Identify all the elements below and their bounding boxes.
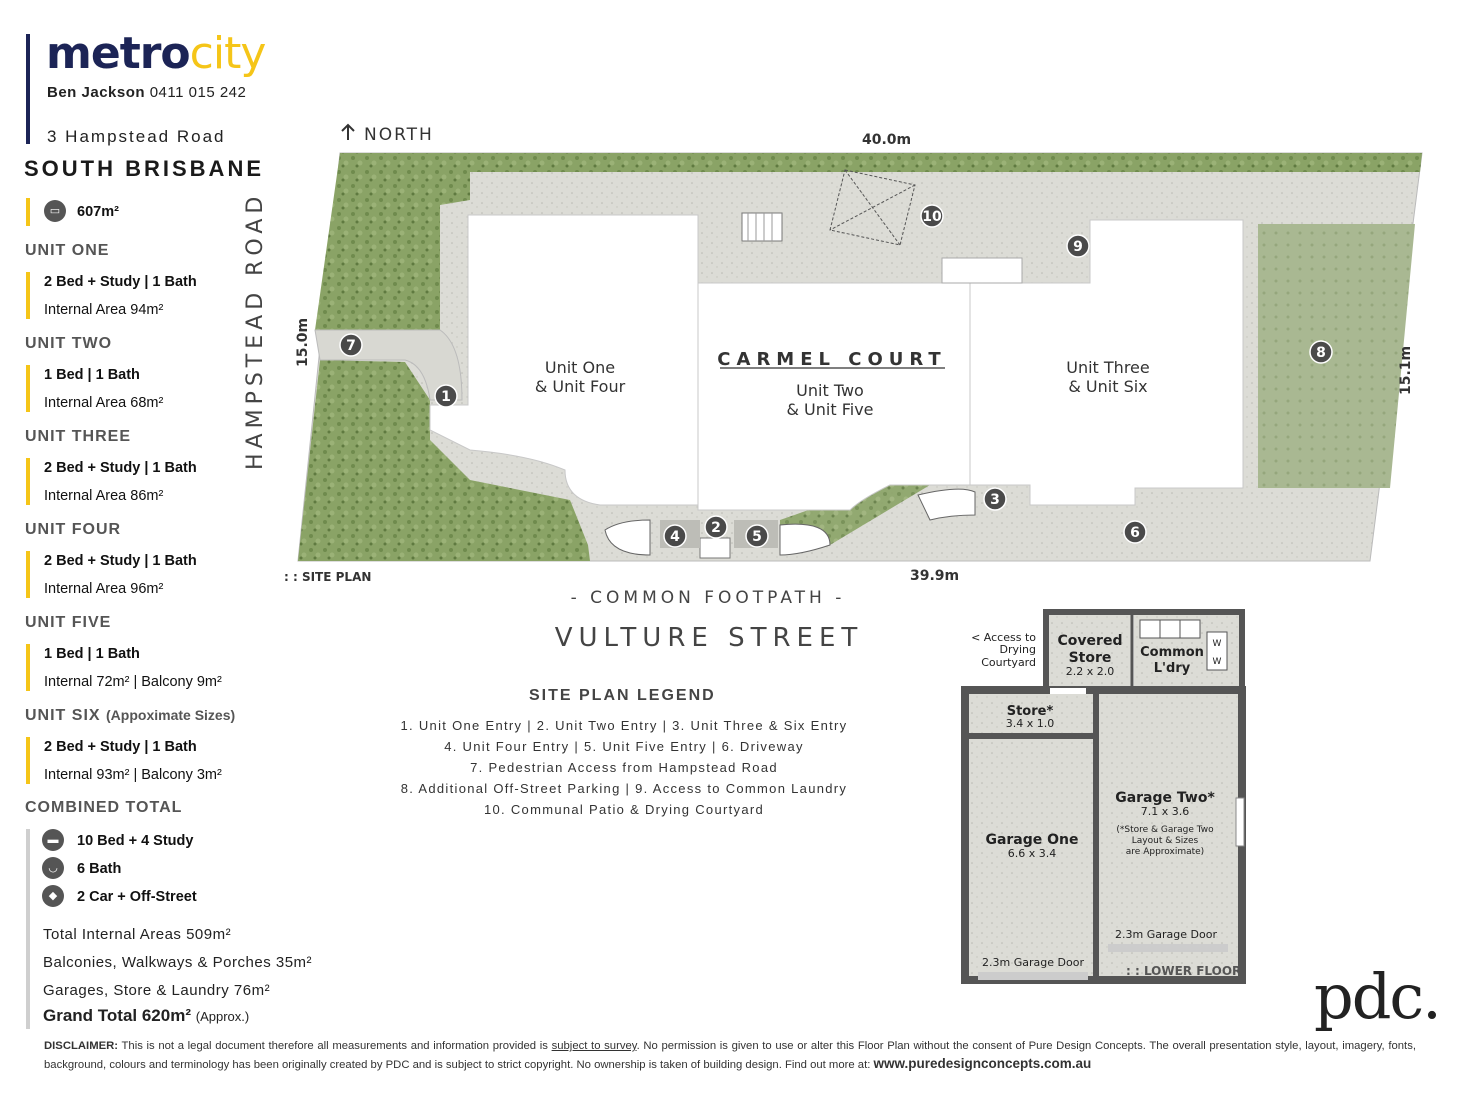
site-marker-label-5: 5 [752,529,762,545]
right-dimension: 15.1m [1398,345,1414,395]
building-name: CARMEL COURT [717,349,947,370]
covered-store-dim: 2.2 x 2.0 [1065,665,1115,678]
pdc-logo: pdc. [1314,960,1440,1033]
unit-three-label: Unit Three [1066,358,1150,377]
unit-four-label: & Unit Four [534,377,626,396]
washer-label-1: W [1212,639,1222,649]
site-plan-label: : : SITE PLAN [284,570,372,584]
unit-six-title: UNIT SIX (Appoximate Sizes) [25,707,236,724]
store-dim: 3.4 x 1.0 [1005,717,1055,730]
site-marker-label-10: 10 [922,209,942,225]
covered-store-label-2: Store [1068,650,1112,666]
north-label: NORTH [364,125,434,145]
unit-three-area: Internal Area 86m² [44,488,164,504]
vulture-street-label: VULTURE STREET [554,623,864,653]
garage-one-dim: 6.6 x 3.4 [1007,847,1057,860]
bath-icon: ◡ [42,857,64,879]
site-marker-label-8: 8 [1316,345,1326,361]
metrocity-logo: metrocity [46,28,266,79]
land-area: 607m² [77,204,119,220]
legend-line-3: 7. Pedestrian Access from Hampstead Road [470,760,778,775]
bed-icon: ▬ [42,829,64,851]
legend-title: SITE PLAN LEGEND [529,687,716,704]
unit-two-title: UNIT TWO [25,335,113,352]
site-marker-label-2: 2 [711,520,721,536]
unit-six-beds: 2 Bed + Study | 1 Bath [44,739,197,755]
site-marker-label-6: 6 [1130,525,1140,541]
unit-six-area: Internal 93m² | Balcony 3m² [44,767,222,783]
unit-two-steps [700,538,730,558]
garage-two-dim: 7.1 x 3.6 [1140,805,1190,818]
site-marker-label-3: 3 [990,492,1000,508]
access-label-1: < Access to [971,631,1036,644]
footpath-label: - COMMON FOOTPATH - [570,588,846,608]
disclaimer: DISCLAIMER: This is not a legal document therefore all measurements and information provided is subject to survey. No permission is given to use or alter this Floor Plan without the consent of Pure Design Concepts. The overall presentation style, layout, imagery, fonts, background, colours and terminology has been originally created by PDC and is subject to strict copyright. No ownership is taken of building design. Find out more at: www.puredesignconcepts.com.au [44,1040,1416,1071]
unit-four-title: UNIT FOUR [25,521,122,538]
unit-three-title: UNIT THREE [25,428,131,445]
agent-phone: 0411 015 242 [149,84,247,101]
unit-five-beds: 1 Bed | 1 Bath [44,646,140,662]
left-dimension: 15.0m [295,317,311,367]
legend-line-1: 1. Unit One Entry | 2. Unit Two Entry | 3. Unit Three & Six Entry [400,718,848,733]
hampstead-road-label: HAMPSTEAD ROAD [243,191,268,470]
combined-baths: 6 Bath [77,861,122,877]
garage-two-door: 2.3m Garage Door [1115,928,1217,941]
stairs-laundry [942,258,1022,283]
street-address: 3 Hampstead Road [47,127,226,146]
site-marker-label-7: 7 [346,338,356,354]
store-label: Store* [1006,704,1054,719]
total-balconies: Balconies, Walkways & Porches 35m² [43,954,313,971]
suburb: SOUTH BRISBANE [24,156,265,181]
site-marker-label-1: 1 [441,389,451,405]
unit-five-label: & Unit Five [786,400,874,419]
combined-title: COMBINED TOTAL [25,799,183,816]
unit-two-area: Internal Area 68m² [44,395,164,411]
garage-two-label: Garage Two* [1115,790,1215,806]
laundry-label-1: Common [1140,645,1204,660]
parking-lawn [1258,224,1415,488]
grand-total-note: (Approx.) [195,1009,250,1024]
garage-one-label: Garage One [985,832,1079,848]
unit-six-note: (Appoximate Sizes) [106,707,236,723]
unit-one-label: Unit One [544,358,616,377]
north-arrow-icon [342,125,354,140]
site-marker-label-9: 9 [1073,239,1083,255]
legend-line-4: 8. Additional Off-Street Parking | 9. Access to Common Laundry [400,781,848,796]
grand-total: Grand Total 620m² (Approx.) [43,1006,250,1025]
legend-line-2: 4. Unit Four Entry | 5. Unit Five Entry | 6. Driveway [444,739,804,754]
unit-six-label: & Unit Six [1068,377,1148,396]
garage-two-note-1: (*Store & Garage Two [1116,825,1214,835]
unit-two-label: Unit Two [796,381,864,400]
land-area-icon: ▭ [44,200,66,222]
covered-store-label-1: Covered [1057,633,1123,649]
total-internal: Total Internal Areas 509m² [43,926,232,943]
combined-cars: 2 Car + Off-Street [77,889,197,905]
unit-five-area: Internal 72m² | Balcony 9m² [44,674,222,690]
pdc-website-link[interactable]: www.puredesignconcepts.com.au [873,1056,1092,1071]
car-icon: ◆ [42,885,64,907]
washer-label-2: W [1212,657,1222,667]
unit-one-area: Internal Area 94m² [44,302,164,318]
unit-five-title: UNIT FIVE [25,614,112,631]
unit-three-beds: 2 Bed + Study | 1 Bath [44,460,197,476]
access-label-2: Drying [999,643,1036,656]
combined-beds: 10 Bed + 4 Study [77,833,194,849]
access-label-3: Courtyard [981,656,1036,669]
unit-one-beds: 2 Bed + Study | 1 Bath [44,274,197,290]
garage-one-door: 2.3m Garage Door [982,956,1084,969]
top-garden [470,153,1422,172]
garage-two-note-3: are Approximate) [1125,847,1205,857]
unit-one-title: UNIT ONE [25,242,110,259]
lower-floor-label: : : LOWER FLOOR [1126,964,1242,978]
legend-line-5: 10. Communal Patio & Drying Courtyard [483,802,765,817]
unit-four-beds: 2 Bed + Study | 1 Bath [44,553,197,569]
total-garages: Garages, Store & Laundry 76m² [43,982,271,999]
bottom-dimension: 39.9m [910,568,960,584]
unit-two-beds: 1 Bed | 1 Bath [44,367,140,383]
garage-two-note-2: Layout & Sizes [1131,836,1199,846]
agent-name: Ben Jackson [47,84,146,101]
laundry-label-2: L'dry [1153,661,1191,676]
site-marker-label-4: 4 [670,529,680,545]
top-dimension: 40.0m [862,132,912,148]
unit-four-area: Internal Area 96m² [44,581,164,597]
